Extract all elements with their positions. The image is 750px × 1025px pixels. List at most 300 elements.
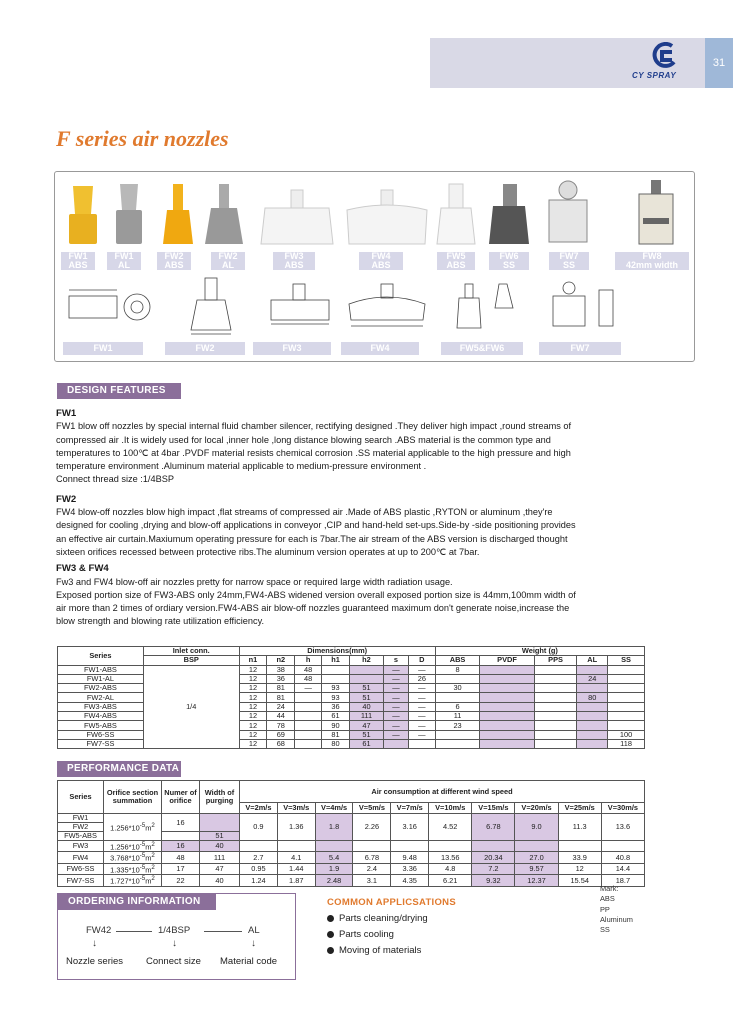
perf-speed: 1.87 bbox=[277, 875, 315, 886]
col-h1: h1 bbox=[322, 656, 350, 665]
weight-cell: 8 bbox=[435, 665, 480, 674]
weight-cell: 118 bbox=[608, 739, 645, 748]
weight-cell bbox=[608, 674, 645, 683]
caption-fw4-abs: FW4 ABS bbox=[359, 252, 403, 270]
order-connector bbox=[116, 931, 152, 932]
perf-speed bbox=[472, 841, 515, 852]
mark-item: SS bbox=[600, 925, 610, 935]
perf-speed: 1.36 bbox=[277, 814, 315, 841]
perf-col-speed: V=5m/s bbox=[353, 803, 391, 814]
dim-cell: 12 bbox=[239, 684, 267, 693]
dim-cell bbox=[408, 739, 435, 748]
fw2-drawing bbox=[183, 274, 239, 340]
weight-cell bbox=[480, 730, 534, 739]
fw5-fw6-drawing bbox=[455, 278, 519, 338]
dim-cell: 38 bbox=[267, 665, 295, 674]
dim-cell: 12 bbox=[239, 702, 267, 711]
row-series: FW2-ABS bbox=[58, 684, 144, 693]
perf-number: 17 bbox=[162, 863, 200, 874]
perf-speed: 11.3 bbox=[558, 814, 601, 841]
dim-cell: — bbox=[408, 684, 435, 693]
dim-cell: 12 bbox=[239, 693, 267, 702]
dim-cell: — bbox=[384, 702, 409, 711]
order-code-model: FW42 bbox=[86, 925, 112, 936]
perf-speed: 4.35 bbox=[391, 875, 429, 886]
weight-cell bbox=[534, 712, 577, 721]
row-series: FW4-ABS bbox=[58, 712, 144, 721]
perf-speed: 3.1 bbox=[353, 875, 391, 886]
fw3-abs-nozzle-image bbox=[257, 186, 337, 252]
dim-cell: 80 bbox=[322, 739, 350, 748]
down-arrow-icon: ↓ bbox=[92, 938, 97, 949]
col-weight-ss: SS bbox=[608, 656, 645, 665]
design-features-text bbox=[56, 407, 668, 629]
dim-cell: 12 bbox=[239, 721, 267, 730]
dim-cell: 111 bbox=[349, 712, 383, 721]
weight-cell bbox=[577, 721, 608, 730]
dim-cell: 93 bbox=[322, 693, 350, 702]
dim-cell: 81 bbox=[267, 684, 295, 693]
caption-fw7-ss: FW7 SS bbox=[549, 252, 589, 270]
weight-cell bbox=[577, 739, 608, 748]
perf-speed: 4.8 bbox=[429, 863, 472, 874]
weight-cell bbox=[480, 721, 534, 730]
dim-cell bbox=[295, 693, 322, 702]
perf-col-speed: V=7m/s bbox=[391, 803, 429, 814]
mark-item: Aluminum bbox=[600, 914, 633, 924]
cy-spray-logo-icon bbox=[650, 42, 682, 70]
perf-speed: 3.16 bbox=[391, 814, 429, 841]
perf-speed: 6.78 bbox=[472, 814, 515, 841]
weight-cell bbox=[608, 693, 645, 702]
perf-series: FW5-ABS bbox=[58, 832, 104, 841]
caption-fw1-abs: FW1 ABS bbox=[61, 252, 95, 270]
col-series: Series bbox=[58, 647, 144, 666]
weight-cell bbox=[577, 665, 608, 674]
perf-speed: 4.1 bbox=[277, 852, 315, 863]
perf-col-speed: V=10m/s bbox=[429, 803, 472, 814]
perf-speed: 33.9 bbox=[558, 852, 601, 863]
perf-speed: 9.48 bbox=[391, 852, 429, 863]
weight-cell bbox=[534, 693, 577, 702]
bullet-icon bbox=[327, 931, 334, 938]
perf-width: 40 bbox=[200, 841, 240, 852]
text-line: temperature environment .Aluminum material applicable to medium-pressure environment . bbox=[56, 461, 427, 472]
dim-cell bbox=[295, 730, 322, 739]
perf-col-speed: V=3m/s bbox=[277, 803, 315, 814]
section-title-fw1: FW1 bbox=[56, 408, 77, 419]
dim-cell bbox=[295, 702, 322, 711]
perf-width: 111 bbox=[200, 852, 240, 863]
table-row bbox=[58, 841, 645, 852]
page-title: F series air nozzles bbox=[56, 126, 229, 151]
dim-cell: 26 bbox=[408, 674, 435, 683]
mark-item: PP bbox=[600, 904, 610, 914]
fw2-abs-nozzle-image bbox=[159, 180, 199, 252]
col-h: h bbox=[295, 656, 322, 665]
dim-cell: 61 bbox=[322, 712, 350, 721]
dim-cell: 36 bbox=[322, 702, 350, 711]
perf-speed: 2.48 bbox=[315, 875, 353, 886]
text-line: Fw3 and FW4 blow-off air nozzles pretty for narrow space or required large width radiation usage. bbox=[56, 576, 453, 587]
perf-speed: 9.57 bbox=[515, 863, 558, 874]
weight-cell bbox=[608, 665, 645, 674]
weight-cell bbox=[534, 684, 577, 693]
perf-series: FW6-SS bbox=[58, 863, 104, 874]
dimensions-table bbox=[57, 646, 645, 749]
weight-cell bbox=[480, 674, 534, 683]
perf-series: FW7-SS bbox=[58, 875, 104, 886]
weight-cell bbox=[534, 702, 577, 711]
weight-cell bbox=[480, 739, 534, 748]
col-bsp: BSP bbox=[143, 656, 239, 665]
perf-speed: 6.21 bbox=[429, 875, 472, 886]
weight-cell: 30 bbox=[435, 684, 480, 693]
perf-orifice: $3.768*10^{-5}m^2$ bbox=[104, 852, 162, 863]
mark-item: ABS bbox=[600, 894, 615, 904]
dim-cell: — bbox=[384, 712, 409, 721]
perf-speed: 13.56 bbox=[429, 852, 472, 863]
weight-cell bbox=[480, 693, 534, 702]
performance-data-heading: PERFORMANCE DATA bbox=[57, 761, 181, 777]
text-line: FW1 blow off nozzles by special internal fluid chamber silencer, rectifying designed .They deliver high impact ,round streams of bbox=[56, 421, 572, 432]
perf-speed: 3.36 bbox=[391, 863, 429, 874]
perf-speed: 18.7 bbox=[601, 875, 644, 886]
dim-cell: — bbox=[384, 674, 409, 683]
dim-cell bbox=[295, 739, 322, 748]
perf-speed: 1.24 bbox=[240, 875, 278, 886]
dim-cell: 51 bbox=[349, 684, 383, 693]
row-series: FW3-ABS bbox=[58, 702, 144, 711]
performance-table bbox=[57, 780, 645, 887]
perf-col-number: Numer of orifice bbox=[162, 781, 200, 814]
weight-cell bbox=[577, 712, 608, 721]
fw5-abs-nozzle-image bbox=[435, 180, 479, 252]
row-series: FW1-AL bbox=[58, 674, 144, 683]
text-line: air more than 2 times of ordiary version.FW4-ABS air blow-off nozzles guaranteed maximum don't generate noise,increase the bbox=[56, 603, 570, 614]
row-series: FW5-ABS bbox=[58, 721, 144, 730]
perf-speed: 27.0 bbox=[515, 852, 558, 863]
perf-number: 16 bbox=[162, 814, 200, 832]
perf-speed: 4.52 bbox=[429, 814, 472, 841]
perf-series: FW4 bbox=[58, 852, 104, 863]
weight-cell bbox=[608, 721, 645, 730]
dim-cell: 51 bbox=[349, 693, 383, 702]
caption-fw5-abs: FW5 ABS bbox=[437, 252, 475, 270]
dim-cell: 12 bbox=[239, 730, 267, 739]
perf-speed: 40.8 bbox=[601, 852, 644, 863]
dim-cell: 44 bbox=[267, 712, 295, 721]
perf-col-speed: V=15m/s bbox=[472, 803, 515, 814]
col-inlet: Inlet conn. bbox=[143, 647, 239, 656]
dim-cell: 81 bbox=[267, 693, 295, 702]
weight-cell bbox=[480, 665, 534, 674]
weight-cell bbox=[534, 721, 577, 730]
dim-cell: 48 bbox=[295, 665, 322, 674]
order-connector bbox=[204, 931, 242, 932]
caption-fw6-ss: FW6 SS bbox=[489, 252, 529, 270]
fw3-drawing bbox=[265, 280, 335, 336]
drawing-caption-fw2: FW2 bbox=[165, 342, 245, 355]
perf-speed bbox=[315, 841, 353, 852]
perf-speed: 6.78 bbox=[353, 852, 391, 863]
drawing-caption-fw1: FW1 bbox=[63, 342, 143, 355]
bullet-icon bbox=[327, 915, 334, 922]
perf-col-speed: V=25m/s bbox=[558, 803, 601, 814]
perf-speed: 1.8 bbox=[315, 814, 353, 841]
application-item: Parts cooling bbox=[327, 929, 394, 940]
dim-cell bbox=[322, 665, 350, 674]
dim-cell: — bbox=[295, 684, 322, 693]
caption-fw2-abs: FW2 ABS bbox=[157, 252, 191, 270]
weight-cell: 24 bbox=[577, 674, 608, 683]
dim-cell: 61 bbox=[349, 739, 383, 748]
perf-speed: 0.9 bbox=[240, 814, 278, 841]
applications-title: COMMON APPLICSATIONS bbox=[327, 897, 456, 908]
weight-cell: 23 bbox=[435, 721, 480, 730]
drawing-caption-fw5-fw6: FW5&FW6 bbox=[441, 342, 523, 355]
dim-cell bbox=[322, 674, 350, 683]
section-title-fw2: FW2 bbox=[56, 493, 77, 505]
perf-speed: 5.4 bbox=[315, 852, 353, 863]
col-s: s bbox=[384, 656, 409, 665]
col-weight-pps: PPS bbox=[534, 656, 577, 665]
text-line: Connect thread size :1/4BSP bbox=[56, 474, 174, 485]
dim-cell: 24 bbox=[267, 702, 295, 711]
col-weight-pvdf: PVDF bbox=[480, 656, 534, 665]
dim-cell: — bbox=[408, 665, 435, 674]
perf-speed: 9.32 bbox=[472, 875, 515, 886]
weight-cell bbox=[435, 739, 480, 748]
perf-width: 51 bbox=[200, 832, 240, 841]
perf-speed bbox=[353, 841, 391, 852]
fw1-drawing bbox=[65, 280, 155, 335]
weight-cell bbox=[577, 730, 608, 739]
perf-speed: 14.4 bbox=[601, 863, 644, 874]
perf-speed: 1.44 bbox=[277, 863, 315, 874]
perf-col-speed: V=30m/s bbox=[601, 803, 644, 814]
perf-orifice: $1.727*10^{-5}m^2$ bbox=[104, 875, 162, 886]
caption-fw1-al: FW1 AL bbox=[107, 252, 141, 270]
perf-speed: 13.6 bbox=[601, 814, 644, 841]
dim-cell: — bbox=[408, 730, 435, 739]
row-series: FW2-AL bbox=[58, 693, 144, 702]
weight-cell bbox=[534, 674, 577, 683]
dim-cell: — bbox=[408, 712, 435, 721]
dim-cell bbox=[384, 739, 409, 748]
dim-cell: 12 bbox=[239, 712, 267, 721]
perf-number: 48 bbox=[162, 852, 200, 863]
dim-cell: — bbox=[408, 721, 435, 730]
fw1-abs-nozzle-image bbox=[63, 180, 103, 252]
perf-speed: 20.34 bbox=[472, 852, 515, 863]
text-line: compressed air .It is widely used for local ,inner hole ,long distance blowing search .ABS material is the common type and bbox=[56, 434, 551, 445]
table-row bbox=[58, 863, 645, 874]
drawing-caption-fw7: FW7 bbox=[539, 342, 621, 355]
inlet-bsp-value: 1/4 bbox=[143, 665, 239, 749]
mark-legend bbox=[600, 884, 633, 935]
perf-speed bbox=[429, 841, 472, 852]
fw4-abs-nozzle-image bbox=[345, 186, 429, 252]
perf-speed: 7.2 bbox=[472, 863, 515, 874]
fw8-nozzle-image bbox=[633, 178, 679, 250]
text-line: blow strength and blowing rate utilization efficiency. bbox=[56, 616, 265, 627]
weight-cell bbox=[534, 730, 577, 739]
application-item: Moving of materials bbox=[327, 945, 421, 956]
perf-width: 40 bbox=[200, 875, 240, 886]
fw4-drawing bbox=[345, 280, 429, 336]
dim-cell: 90 bbox=[322, 721, 350, 730]
order-code-material: AL bbox=[248, 925, 260, 936]
text-line: Exposed portion size of FW3-ABS only 24mm,FW4-ABS widened version overall exposed portion size is 44mm,100mm width of bbox=[56, 589, 576, 600]
down-arrow-icon: ↓ bbox=[251, 938, 256, 949]
dim-cell: 36 bbox=[267, 674, 295, 683]
perf-col-series: Series bbox=[58, 781, 104, 814]
section-title-fw3-fw4: FW3 & FW4 bbox=[56, 563, 109, 575]
col-h2: h2 bbox=[349, 656, 383, 665]
table-row bbox=[58, 665, 645, 674]
fw7-drawing bbox=[541, 278, 625, 338]
ordering-info-box bbox=[57, 893, 296, 980]
col-weight-abs: ABS bbox=[435, 656, 480, 665]
brand-name: CY SPRAY bbox=[632, 71, 677, 80]
fw7-ss-nozzle-image bbox=[541, 178, 595, 250]
order-label-thread: Connect size bbox=[146, 956, 201, 967]
order-label-model: Nozzle series bbox=[66, 956, 124, 967]
perf-width: 47 bbox=[200, 863, 240, 874]
dim-cell: 12 bbox=[239, 665, 267, 674]
dim-cell bbox=[349, 674, 383, 683]
perf-speed bbox=[558, 841, 601, 852]
weight-cell bbox=[534, 739, 577, 748]
perf-speed: 2.26 bbox=[353, 814, 391, 841]
perf-number bbox=[162, 832, 200, 841]
weight-cell: 6 bbox=[435, 702, 480, 711]
dim-cell: 12 bbox=[239, 739, 267, 748]
weight-cell: 11 bbox=[435, 712, 480, 721]
text-line: designed for cooling ,drying and blow-off applications in conveyor ,CIP and hand-held set-ups.Side-by -side positioning provides bbox=[56, 520, 576, 531]
perf-speed: 2.4 bbox=[353, 863, 391, 874]
weight-cell bbox=[608, 712, 645, 721]
perf-speed: 9.0 bbox=[515, 814, 558, 841]
perf-speed bbox=[515, 841, 558, 852]
weight-cell bbox=[435, 674, 480, 683]
dim-cell: — bbox=[384, 730, 409, 739]
caption-fw8: FW8 42mm width bbox=[615, 252, 689, 270]
down-arrow-icon: ↓ bbox=[172, 938, 177, 949]
fw6-ss-nozzle-image bbox=[487, 180, 533, 252]
caption-fw3-abs: FW3 ABS bbox=[273, 252, 315, 270]
dim-cell: — bbox=[384, 721, 409, 730]
dim-cell: — bbox=[384, 665, 409, 674]
dim-cell bbox=[295, 712, 322, 721]
application-item: Parts cleaning/drying bbox=[327, 913, 428, 924]
fw2-al-nozzle-image bbox=[203, 180, 247, 252]
perf-col-air: Air consumption at different wind speed bbox=[240, 781, 645, 803]
dim-cell: — bbox=[408, 693, 435, 702]
weight-cell bbox=[577, 702, 608, 711]
perf-number: 16 bbox=[162, 841, 200, 852]
col-D: D bbox=[408, 656, 435, 665]
perf-series: FW2 bbox=[58, 823, 104, 832]
dim-cell: 40 bbox=[349, 702, 383, 711]
dim-cell bbox=[295, 721, 322, 730]
row-series: FW1-ABS bbox=[58, 665, 144, 674]
text-line: temperatures to 100℃ at 4bar .PVDF material resists chemical corrosion .SS material applicable to the high pressure and high bbox=[56, 447, 571, 458]
weight-cell bbox=[608, 684, 645, 693]
perf-col-orifice: Orifice section summation bbox=[104, 781, 162, 814]
perf-orifice: $1.335*10^{-5}m^2$ bbox=[104, 863, 162, 874]
col-weight: Weight (g) bbox=[435, 647, 644, 656]
dim-cell: — bbox=[408, 702, 435, 711]
perf-speed: 12 bbox=[558, 863, 601, 874]
weight-cell bbox=[608, 702, 645, 711]
perf-speed: 15.54 bbox=[558, 875, 601, 886]
dim-cell: 81 bbox=[322, 730, 350, 739]
drawing-caption-fw4: FW4 bbox=[341, 342, 419, 355]
perf-speed bbox=[277, 841, 315, 852]
dim-cell: — bbox=[384, 693, 409, 702]
dim-cell: — bbox=[384, 684, 409, 693]
perf-col-speed: V=20m/s bbox=[515, 803, 558, 814]
perf-series: FW3 bbox=[58, 841, 104, 852]
order-label-material: Material code bbox=[220, 956, 278, 967]
weight-cell bbox=[435, 693, 480, 702]
col-n2: n2 bbox=[267, 656, 295, 665]
dim-cell bbox=[349, 665, 383, 674]
weight-cell bbox=[577, 684, 608, 693]
bullet-icon bbox=[327, 947, 334, 954]
product-gallery bbox=[54, 171, 695, 362]
dim-cell: 12 bbox=[239, 674, 267, 683]
weight-cell bbox=[435, 730, 480, 739]
perf-speed: 0.95 bbox=[240, 863, 278, 874]
row-series: FW7-SS bbox=[58, 739, 144, 748]
mark-title: Mark: bbox=[600, 884, 619, 893]
perf-speed: 12.37 bbox=[515, 875, 558, 886]
weight-cell bbox=[534, 665, 577, 674]
dim-cell: 93 bbox=[322, 684, 350, 693]
weight-cell: 100 bbox=[608, 730, 645, 739]
row-series: FW6-SS bbox=[58, 730, 144, 739]
weight-cell bbox=[480, 712, 534, 721]
weight-cell: 80 bbox=[577, 693, 608, 702]
ordering-info-heading: ORDERING INFORMATION bbox=[58, 894, 216, 910]
perf-number: 22 bbox=[162, 875, 200, 886]
table-row bbox=[58, 875, 645, 886]
drawing-caption-fw3: FW3 bbox=[253, 342, 331, 355]
perf-orifice: $1.256*10^{-5}m^2$ bbox=[104, 841, 162, 852]
dim-cell: 48 bbox=[295, 674, 322, 683]
dim-cell: 69 bbox=[267, 730, 295, 739]
dim-cell: 78 bbox=[267, 721, 295, 730]
weight-cell bbox=[480, 702, 534, 711]
perf-orifice: $1.256*10^{-5}m^2$ bbox=[104, 814, 162, 841]
order-code-thread: 1/4BSP bbox=[158, 925, 191, 936]
dim-cell: 68 bbox=[267, 739, 295, 748]
table-row bbox=[58, 852, 645, 863]
perf-col-width: Width of purging bbox=[200, 781, 240, 814]
page-number: 31 bbox=[705, 38, 733, 88]
perf-col-speed: V=4m/s bbox=[315, 803, 353, 814]
perf-width bbox=[200, 814, 240, 832]
col-weight-al: AL bbox=[577, 656, 608, 665]
weight-cell bbox=[480, 684, 534, 693]
dim-cell: 51 bbox=[349, 730, 383, 739]
perf-speed: 2.7 bbox=[240, 852, 278, 863]
text-line: FW4 blow-off nozzles blow high impact ,flat streams of compressed air .Made of ABS plastic ,RYTON or aluminum ,they're bbox=[56, 507, 553, 518]
perf-speed: 1.9 bbox=[315, 863, 353, 874]
